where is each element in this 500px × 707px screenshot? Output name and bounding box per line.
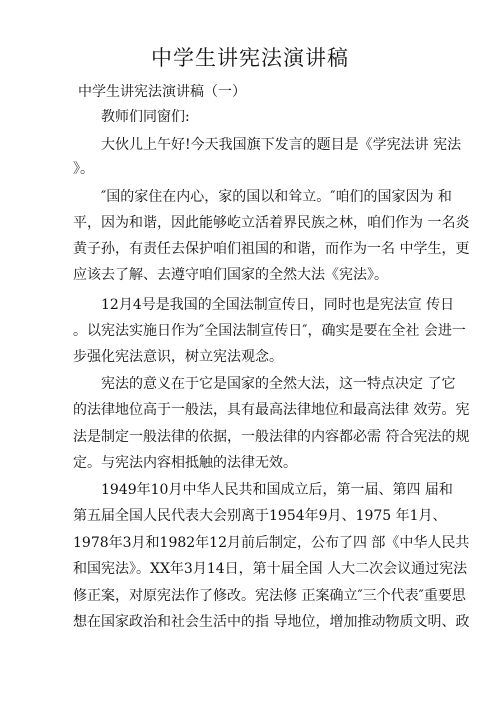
- paragraph-line: 想在国家政治和社会生活中的指 导地位，增加推动物质文明、政: [73, 614, 470, 630]
- paragraph-line: 大伙儿上午好!今天我国旗下发言的题目是《学宪法讲 宪法: [101, 137, 462, 153]
- paragraph-line: 修正案，对原宪法作了修改。宪法修 正案确立″三个代表″重要思: [73, 588, 466, 604]
- document-subtitle: 中学生讲宪法演讲稿（一）: [78, 84, 246, 100]
- paragraph-line: 平，因为和谐，因此能够屹立活着界民族之林，咱们作为 一名炎: [73, 215, 470, 231]
- paragraph-line: 步强化宪法意识，树立宪法观念。: [73, 349, 283, 365]
- paragraph-line: 应该去了解、去遵守咱们国家的全然大法《宪法》。: [73, 267, 388, 283]
- paragraph-line: 和国宪法》。XX年3月14日，第十届全国 人大二次会议通过宪法: [73, 561, 468, 577]
- paragraph-line: 。以宪法实施日作为″全国法制宣传日″，确实是要在全社 会进一: [73, 323, 466, 339]
- paragraph-line: 第五届全国人民代表大会别离于1954年9月、1975 年1月、: [73, 508, 447, 524]
- paragraph-line: 》。: [73, 161, 94, 177]
- salutation: 教师们同窗们:: [101, 109, 190, 125]
- paragraph-line: ″国的家住在内心，家的国以和耸立。″咱们的国家因为 和: [101, 189, 452, 205]
- paragraph-line: 1978年3月和1982年12月前后制定，公布了四 部《中华人民共: [73, 535, 470, 551]
- paragraph-line: 12月4号是我国的全国法制宣传日，同时也是宪法宣 传日: [101, 297, 455, 313]
- document-title: 中学生讲宪法演讲稿: [151, 46, 349, 70]
- paragraph-line: 宪法的意义在于它是国家的全然大法，这一特点决定 了它: [101, 376, 456, 392]
- paragraph-line: 法是制定一般法律的依据，一般法律的内容都必需 符合宪法的规: [73, 429, 470, 445]
- paragraph-line: 的法律地位高于一般法，具有最高法律地位和最高法律 效劳。宪: [73, 402, 470, 418]
- paragraph-line: 定。与宪法内容相抵触的法律无效。: [73, 455, 297, 471]
- paragraph-line: 1949年10月中华人民共和国成立后，第一届、第四 届和: [101, 482, 453, 498]
- paragraph-line: 黄子孙，有责任去保护咱们祖国的和谐，而作为一名 中学生，更: [73, 241, 470, 257]
